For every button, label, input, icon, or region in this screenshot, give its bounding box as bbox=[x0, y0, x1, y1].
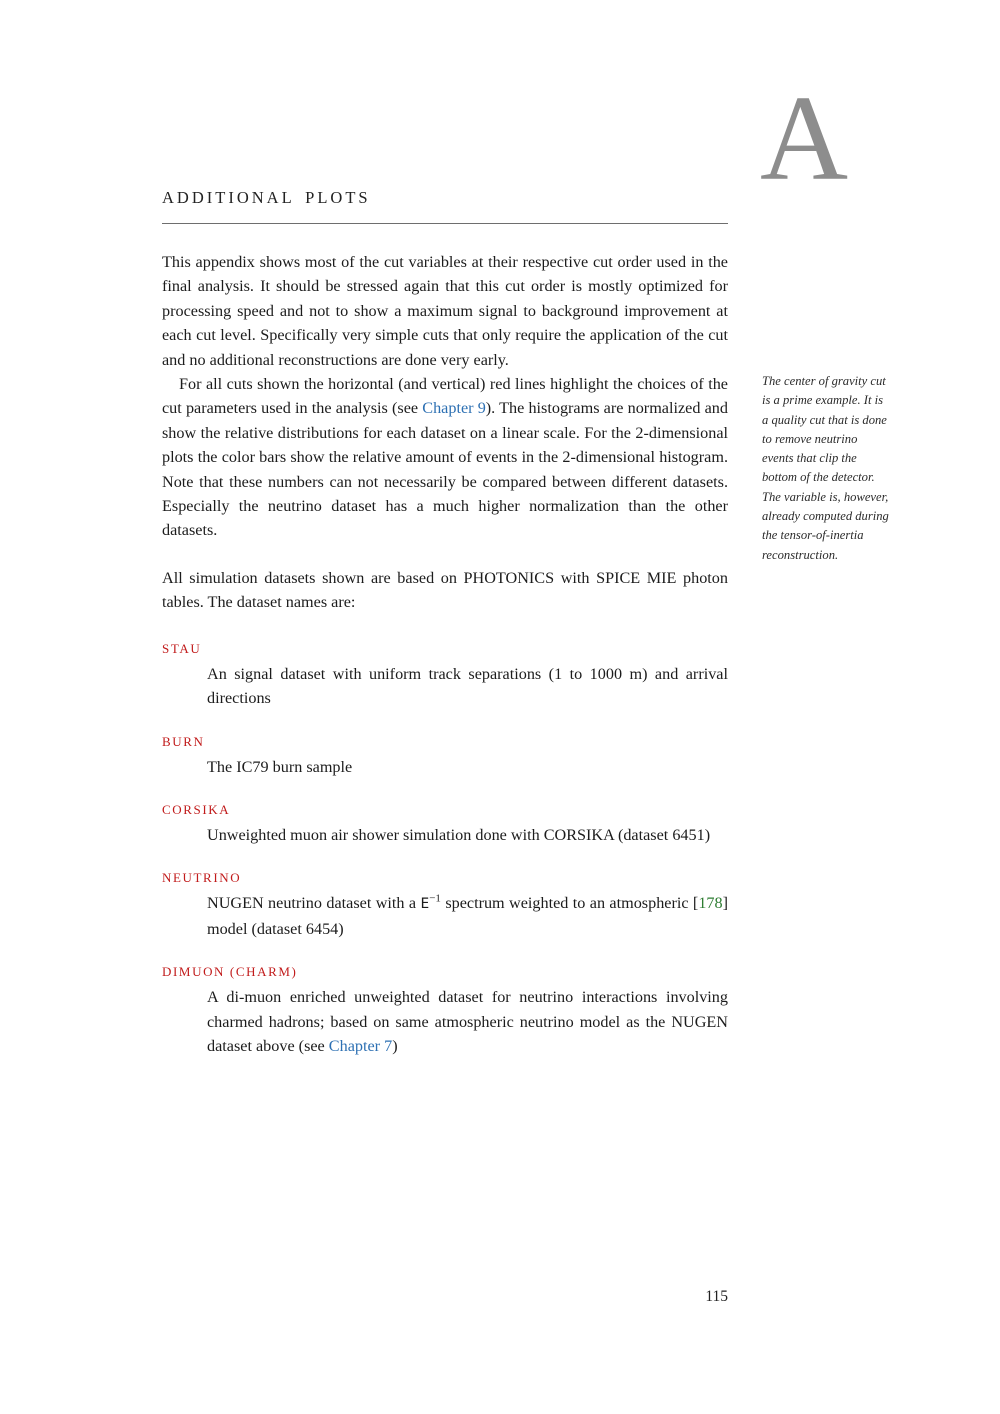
chapter-7-link[interactable]: Chapter 7 bbox=[328, 1036, 393, 1055]
dataset-description: The IC79 burn sample bbox=[207, 757, 353, 776]
dataset-description-text: A di-muon enriched unweighted dataset for neutrino interactions involving charmed hadrons; based on same atmospheric neutrino model as the NUGEN dataset above (see bbox=[207, 988, 728, 1055]
main-text-column bbox=[162, 188, 728, 1058]
paragraph-cuts bbox=[162, 372, 728, 543]
dataset-description-text: ] model (dataset 6454) bbox=[207, 894, 728, 938]
paragraph-datasets-intro: All simulation datasets shown are based on PHOTONICS with SPICE MIE photon tables. The dataset names are: bbox=[162, 568, 728, 612]
dataset-list bbox=[162, 641, 728, 1059]
paragraph-cuts-text: For all cuts shown the horizontal (and vertical) red lines highlight the choices of the cut parameters used in the analysis (see bbox=[162, 375, 728, 418]
dataset-description-text: spectrum weighted to an atmospheric [ bbox=[440, 894, 699, 913]
dataset-label-burn: BURN bbox=[162, 733, 205, 749]
dataset-label-neutrino: NEUTRINO bbox=[162, 870, 242, 886]
dataset-description bbox=[162, 985, 728, 1058]
list-item bbox=[162, 870, 728, 941]
paragraph-intro: This appendix shows most of the cut variables at their respective cut order used in the final analysis. It should be stressed again that this cut order is mostly optimized for processing speed and not to show a maximum signal to background improvement at each cut level. Specifically very simple cuts that only require the application of the cut and no additional reconstructions are done very early. bbox=[162, 253, 728, 369]
dataset-description: Unweighted muon air shower simulation done with CORSIKA (dataset 6451) bbox=[207, 825, 711, 844]
dataset-description: An signal dataset with uniform track separations (1 to 1000 m) and arrival directions bbox=[207, 664, 728, 708]
heading-rule bbox=[162, 223, 728, 224]
list-item bbox=[162, 641, 728, 711]
dataset-label-stau: STAU bbox=[162, 640, 202, 656]
chapter-letter: A bbox=[760, 71, 849, 206]
paragraph-cuts-text: ). The histograms are normalized and show the relative distributions for each dataset on a linear scale. For the 2-dimensional plots the color bars show the relative amount of events in the 2-dimensional histogram. Note that these numbers can not necessarily be compared between different datasets. Especially the neutrino dataset has a much higher normalization than the other datasets. bbox=[162, 399, 728, 540]
dataset-description-text: NUGEN neutrino dataset with a bbox=[207, 894, 421, 913]
page-number: 115 bbox=[705, 1288, 728, 1305]
list-item bbox=[162, 964, 728, 1058]
chapter-9-link[interactable]: Chapter 9 bbox=[422, 399, 486, 418]
energy-exponent: −1 bbox=[429, 892, 441, 905]
margin-note: The center of gravity cut is a prime example. It is a quality cut that is done to remove neutrino events that clip the bottom of the detector. The variable is, however, already computed during the tensor-of-inertia reconstruction. bbox=[762, 374, 889, 562]
dataset-label-corsika: CORSIKA bbox=[162, 801, 231, 817]
list-item bbox=[162, 802, 728, 847]
energy-symbol: E bbox=[420, 896, 430, 913]
citation-178-link[interactable]: 178 bbox=[698, 894, 723, 913]
dataset-description bbox=[162, 891, 728, 941]
dataset-label-dimuon: DIMUON (CHARM) bbox=[162, 964, 298, 980]
dataset-description-text: ) bbox=[392, 1036, 398, 1055]
appendix-title: ADDITIONAL PLOTS bbox=[162, 188, 371, 207]
list-item bbox=[162, 734, 728, 779]
